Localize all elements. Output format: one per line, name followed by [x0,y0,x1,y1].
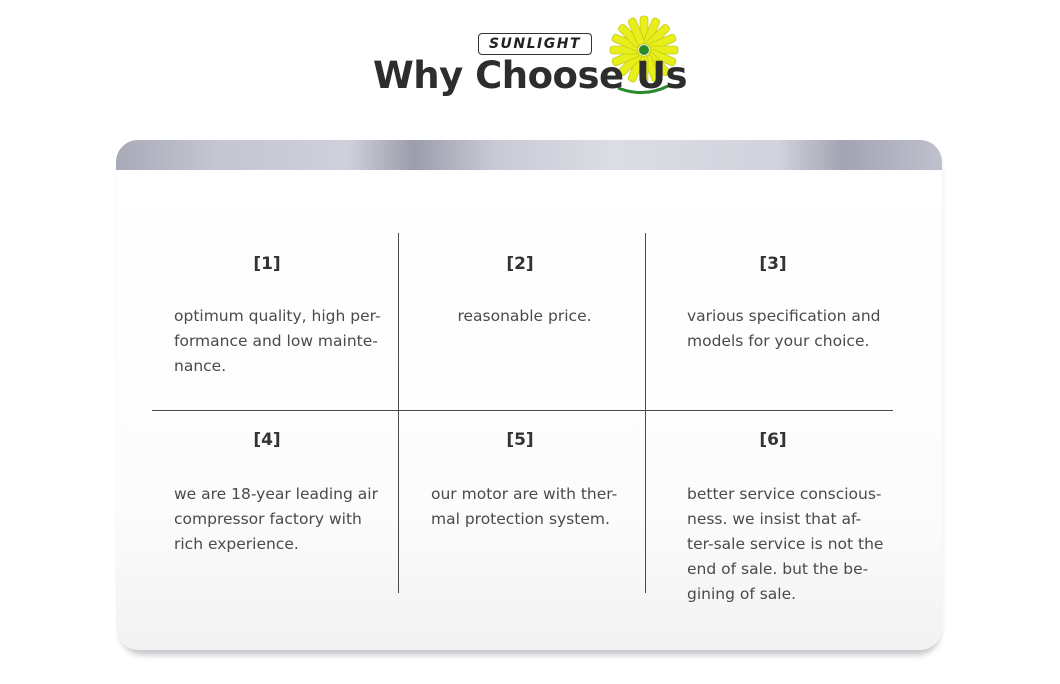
feature-text: various specification and models for your choice. [687,307,881,350]
feature-number: [3] [759,254,787,274]
feature-text: optimum quality, high per- formance and low mainte- nance. [174,307,381,375]
brand-logo-text: SUNLIGHT [478,33,592,55]
feature-number: [6] [759,430,787,450]
feature-text: better service conscious- ness. we insist that af- ter-sale service is not the end of sale. but the be- gining of sale. [687,485,884,603]
feature-number: [5] [506,430,534,450]
feature-text: we are 18-year leading air compressor factory with rich experience. [174,485,378,553]
grid-divider-horizontal [152,410,893,411]
feature-number: [4] [253,430,281,450]
grid-divider-vertical [645,233,646,593]
feature-number: [2] [506,254,534,274]
feature-text: reasonable price. [457,307,592,325]
features-grid [152,233,893,603]
feature-text: our motor are with ther- mal protection system. [431,485,618,528]
feature-number: [1] [253,254,281,274]
grid-divider-vertical [398,233,399,593]
page-title: Why Choose Us [372,54,688,97]
